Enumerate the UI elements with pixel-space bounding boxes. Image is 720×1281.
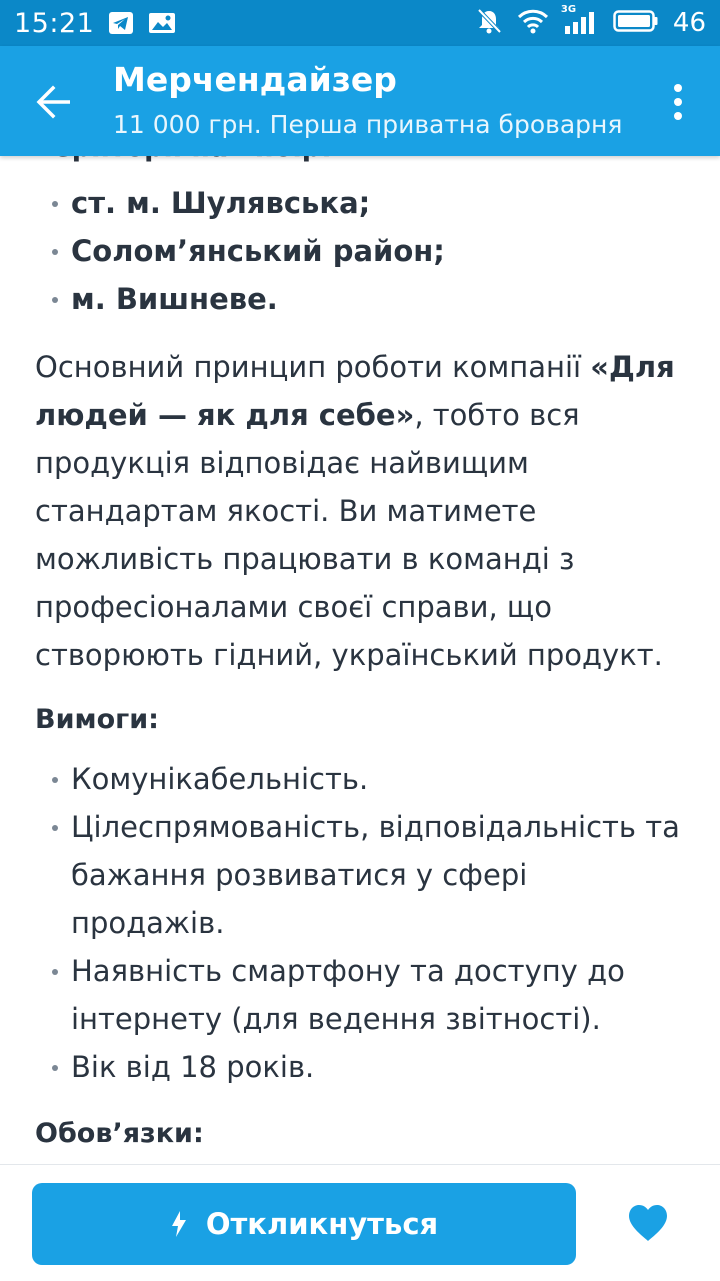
list-item: ст. м. Шулявська;: [0, 179, 720, 227]
more-vertical-icon: [674, 84, 682, 92]
list-item: Солом’янський район;: [0, 227, 720, 275]
respond-button[interactable]: [32, 1183, 576, 1265]
list-item: Комунікабельність.: [0, 755, 720, 803]
back-button[interactable]: [26, 74, 82, 130]
list-item: Цілеспрямованість, відповідальність та бажання розвиватися у сфері продажів.: [0, 803, 720, 947]
telegram-icon: [108, 11, 134, 35]
vacancy-content[interactable]: [0, 156, 720, 1164]
requirements-list: [0, 755, 720, 1091]
gallery-icon: [148, 11, 176, 35]
arrow-left-icon: [36, 85, 72, 119]
page-title: Мерчендайзер: [113, 60, 397, 99]
app-bar: [0, 46, 720, 156]
respond-button-label: Откликнуться: [205, 1207, 439, 1241]
favorite-button[interactable]: [622, 1199, 674, 1247]
lightning-icon: [170, 1210, 188, 1238]
network-type-label: 3G: [560, 4, 577, 15]
status-bar: [0, 0, 720, 46]
territory-list: [0, 179, 720, 323]
list-item: Наявність смартфону та доступу до інтернету (для ведення звітності).: [0, 947, 720, 1043]
more-menu-button[interactable]: [658, 76, 698, 128]
battery-icon: [613, 9, 659, 37]
mute-icon: [475, 7, 503, 39]
duties-heading: Обов’язки:: [35, 1118, 204, 1149]
company-description: [35, 343, 685, 679]
list-item: Вік від 18 років.: [0, 1043, 720, 1091]
list-item: м. Вишневе.: [0, 275, 720, 323]
signal-icon: [560, 4, 599, 36]
bottom-action-bar: [0, 1164, 720, 1281]
status-time: 15:21: [14, 7, 95, 39]
description-text: Основний принцип роботи компанії: [35, 350, 591, 384]
wifi-icon: [517, 8, 549, 38]
heart-icon: [626, 1203, 670, 1243]
battery-level: 46: [672, 8, 706, 38]
page-subtitle: 11 000 грн. Перша приватна броварня: [113, 110, 623, 139]
requirements-heading: Вимоги:: [35, 704, 159, 735]
description-text-continued: , тобто вся продукція відповідає найвищим стандартам якості. Ви матимете можливість працювати в команді з професіоналами своєї справи, що створюють гідний, український продукт.: [35, 398, 663, 672]
company-motto: «Для людей — як для себе»: [35, 350, 675, 432]
